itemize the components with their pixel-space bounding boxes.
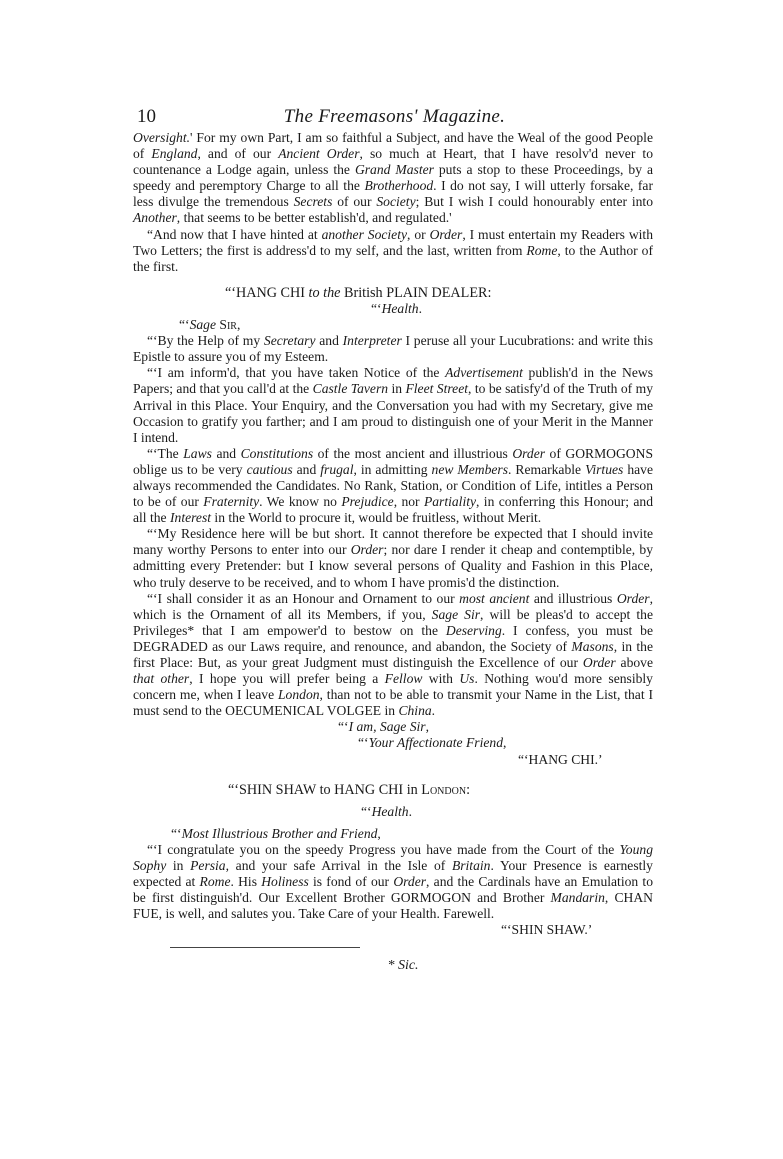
article-body [133, 130, 653, 939]
paragraph: “‘HANG CHI to the British PLAIN DEALER: [225, 284, 492, 301]
paragraph: “‘By the Help of my Secretary and Interpreter I peruse all your Lucubrations: and write this Epistle to assure you of my Esteem. [133, 333, 653, 365]
paragraph: Oversight.' For my own Part, I am so faithful a Subject, and have the Weal of the good People of England, and of our Ancient Order, so much at Heart, that I have resolv'd never to countenance a Lodge again, unless the Grand Master puts a stop to these Proceedings, by a speedy and peremptory Charge to all the Brotherhood. I do not say, I will utterly forsake, far less divulge the tremendous Secrets of our Society; But I wish I could honourably enter into Another, that seems to be better establish'd, and regulated.' [133, 130, 653, 226]
page-number: 10 [137, 106, 156, 127]
paragraph: “‘I am, Sage Sir, [338, 719, 429, 735]
paragraph: “‘SHIN SHAW to HANG CHI in London: [228, 781, 471, 798]
footnote: * Sic. [387, 957, 419, 973]
paragraph: “‘Health. [371, 300, 422, 316]
paragraph: “‘HANG CHI.’ [518, 751, 603, 767]
paragraph: “‘SHIN SHAW.’ [501, 922, 593, 938]
paragraph: “‘Sage Sir, [179, 317, 241, 333]
paragraph: “‘My Residence here will be but short. It cannot therefore be expected that I should invite many worthy Persons to enter into our Order; nor dare I render it cheap and contemptible, by admitting every Pretender: but I know several persons of Quality and Fashion in this Place, who truly deserve to be received, and to whom I have promis'd the distinction. [133, 526, 653, 590]
paragraph: “‘I congratulate you on the speedy Progress you have made from the Court of the Young Sophy in Persia, and your safe Arrival in the Isle of Britain. Your Presence is earnestly expected at Rome. His Holiness is fond of our Order, and the Cardinals have an Emulation to be first distinguish'd. Our Excellent Brother GORMOGON and Brother Mandarin, CHAN FUE, is well, and salutes you. Take Care of your Health. Farewell. [133, 841, 653, 922]
paragraph: “‘The Laws and Constitutions of the most ancient and illustrious Order of GORMOGONS oblige us to be very cautious and frugal, in admitting new Members. Remarkable Virtues have always recommended the Candidates. No Rank, Station, or Condition of Life, intitles a Person to be of our Fraternity. We know no Prejudice, nor Partiality, in conferring this Honour; and all the Interest in the World to procure it, would be fruitless, without Merit. [133, 445, 654, 526]
paragraph: “‘I am inform'd, that you have taken Notice of the Advertisement publish'd in the News Papers; and that you call'd at the Castle Tavern in Fleet Street, to be satisfy'd of the Truth of my Arrival in this Place. Your Enquiry, and the Conversation you had with my Secretary, give me Occasion to gratify you farther; and I am proud to distinguish one of your Merit in the Manner I intend. [133, 365, 653, 445]
paragraph: “‘Your Affectionate Friend, [358, 735, 507, 751]
paragraph: “And now that I have hinted at another Society, or Order, I must entertain my Readers with Two Letters; the first is address'd to my self, and the last, written from Rome, to the Author of the first. [133, 226, 653, 274]
paragraph: “‘Most Illustrious Brother and Friend, [171, 825, 381, 841]
footnote-rule [170, 947, 360, 948]
running-title: The Freemasons' Magazine. [283, 106, 506, 127]
paragraph: “‘Health. [361, 803, 412, 819]
paragraph: “‘I shall consider it as an Honour and Ornament to our most ancient and illustrious Order, which is the Ornament of all its Members, if you, Sage Sir, will be pleas'd to accept the Privileges* that I am empower'd to bestow on the Deserving. I confess, you must be DEGRADED as our Laws require, and renounce, and abandon, the Society of Masons, in the first Place: But, as your great Judgment must distinguish the Excellence of our Order above that other, I hope you will prefer being a Fellow with Us. Nothing wou'd more sensibly concern me, when I leave London, than not to be able to transmit your Name in the List, that I must send to the OECUMENICAL VOLGEE in China. [133, 590, 653, 719]
page-header [137, 100, 652, 130]
